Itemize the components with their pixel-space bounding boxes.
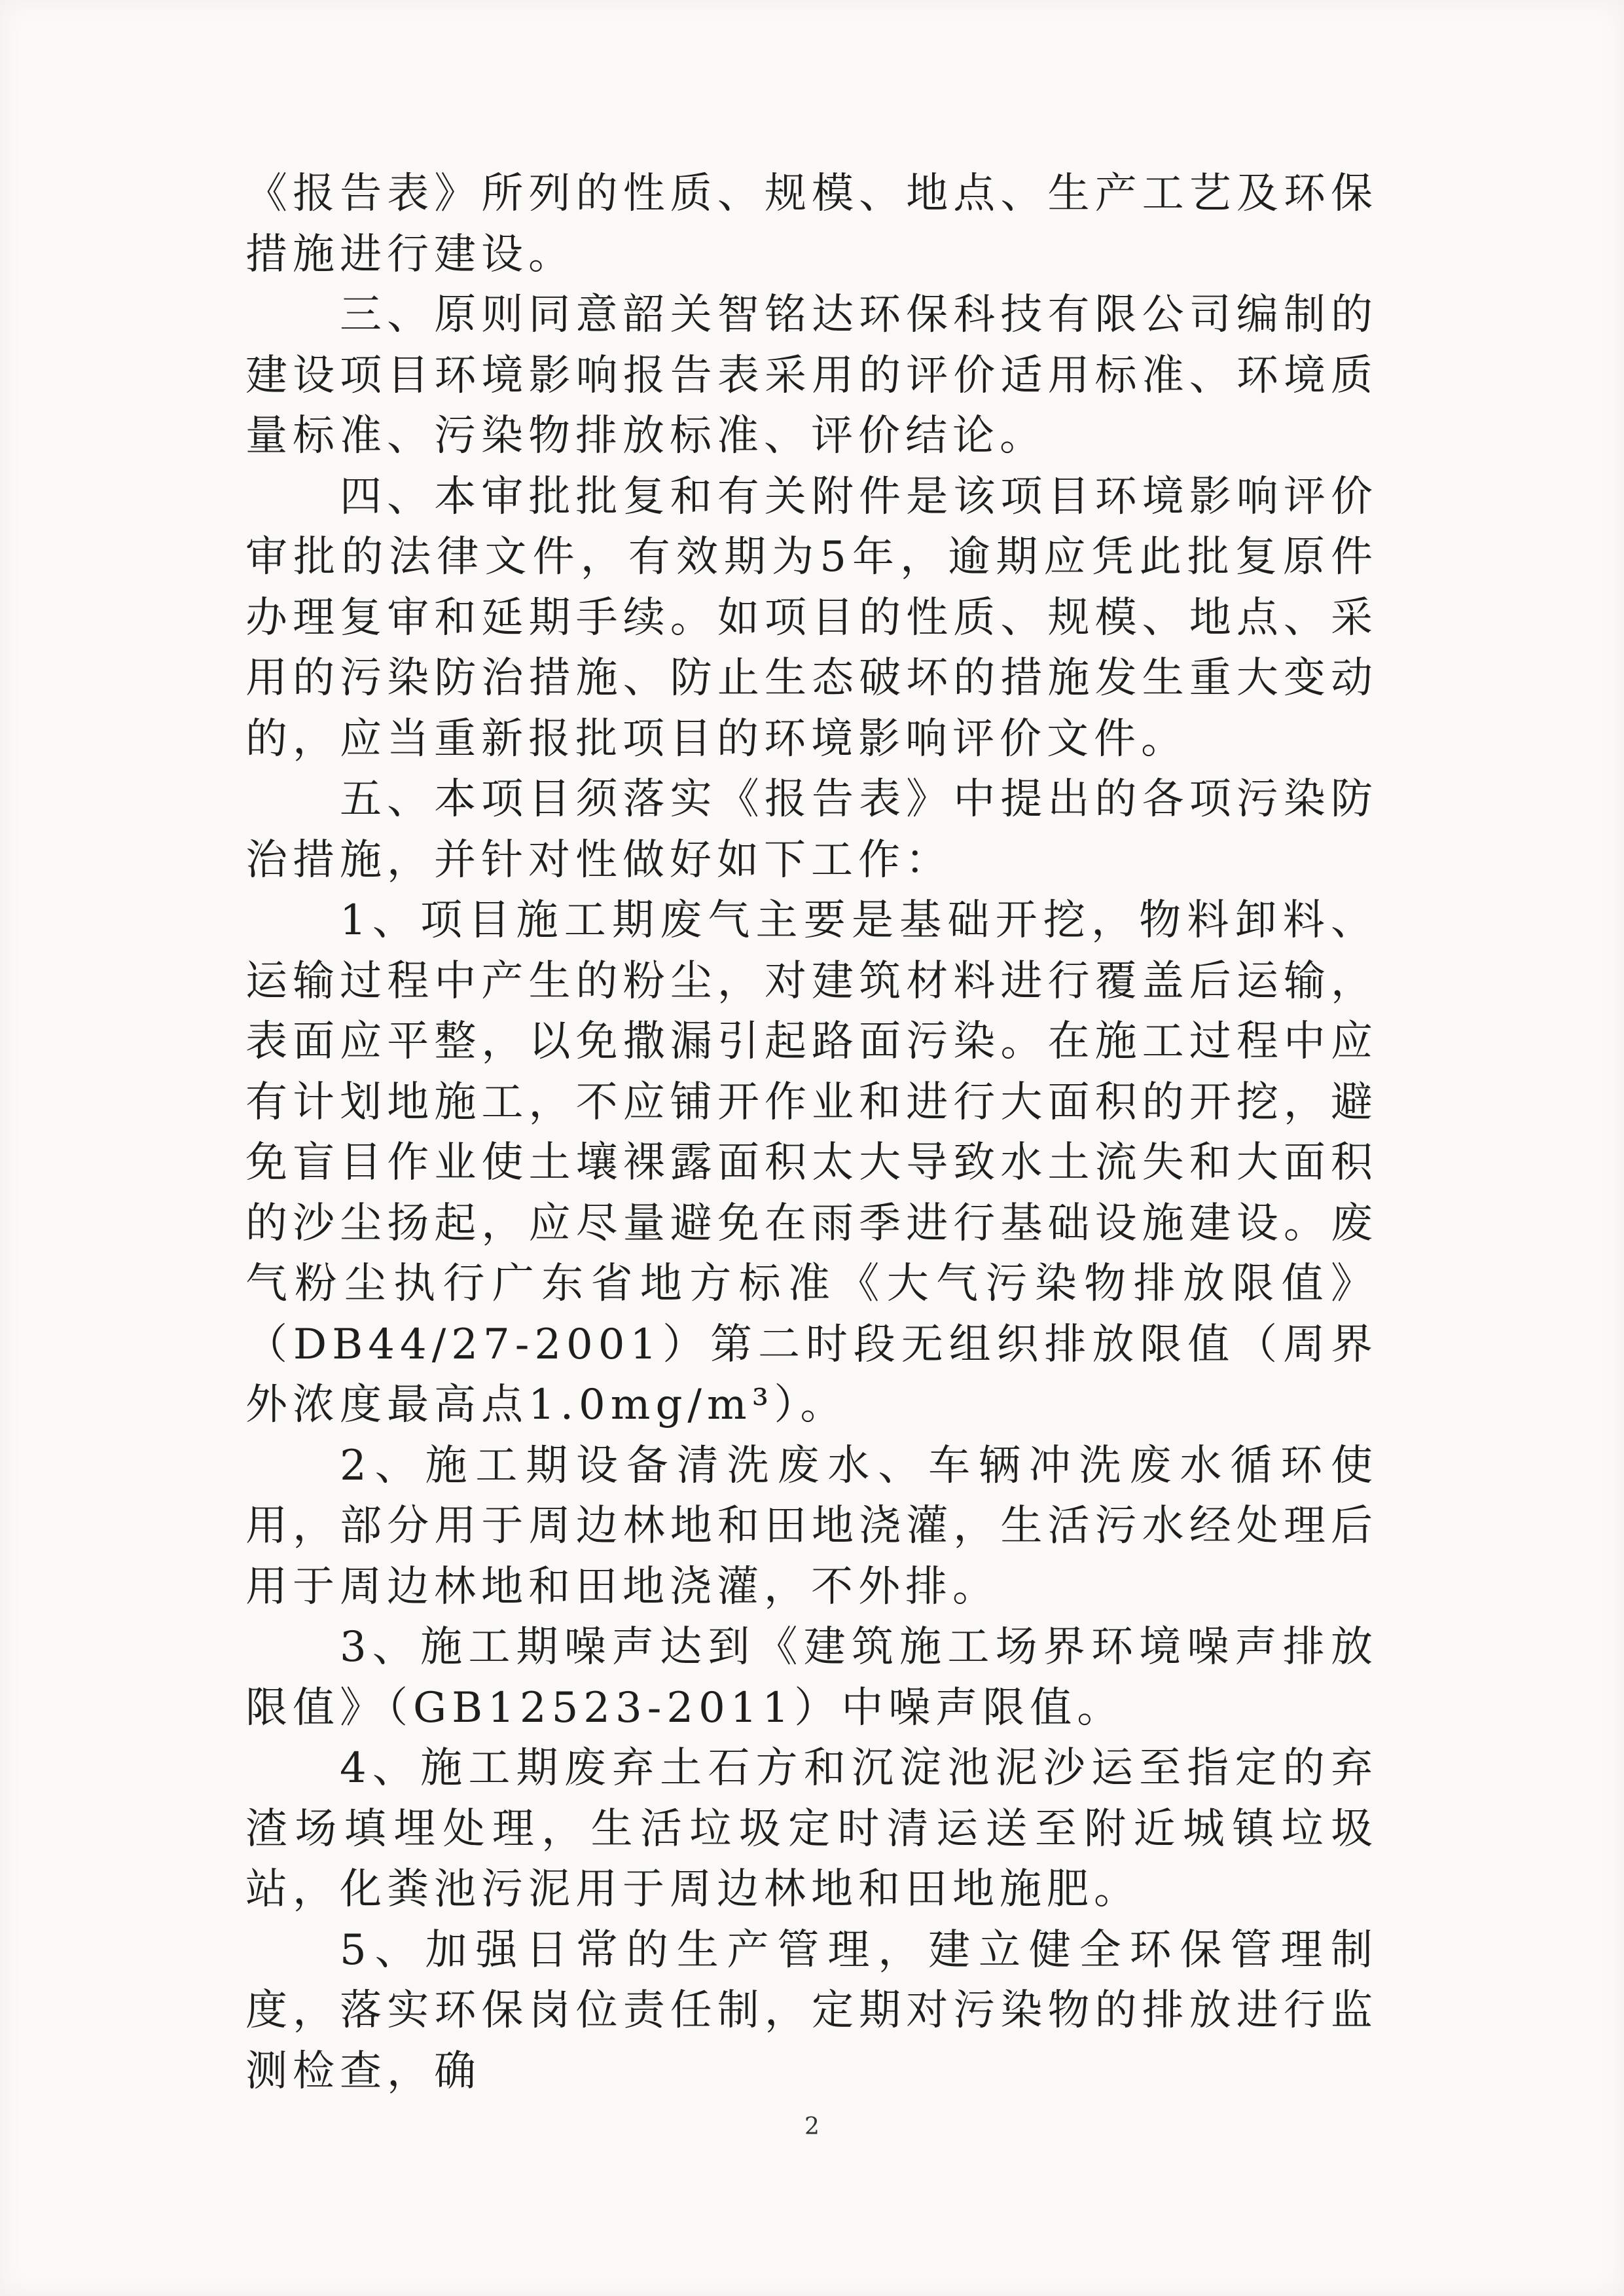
paragraph-item-4: 4、施工期废弃土石方和沉淀池泥沙运至指定的弃渣场填埋处理，生活垃圾定时清运送至附近城镇垃圾站，化粪池污泥用于周边林地和田地施肥。 — [245, 1744, 1378, 1914]
paragraph-item-1: 1、项目施工期废气主要是基础开挖，物料卸料、运输过程中产生的粉尘，对建筑材料进行覆盖后运输，表面应平整，以免撒漏引起路面污染。在施工过程中应有计划地施工，不应铺开作业和进行大面积的开挖，避免盲目作业使土壤裸露面积太大导致水土流失和大面积的沙尘扬起，应尽量避免在雨季进行基础设施建设。废气粉尘执行广东省地方标准《大气污染物排放限值》（DB44/27-2001）第二时段无组织排放限值（周界外浓度最高点1.0mg/m³）。 — [245, 896, 1378, 1429]
paragraph-section-4: 四、本审批批复和有关附件是该项目环境影响评价审批的法律文件，有效期为5年，逾期应凭此批复原件办理复审和延期手续。如项目的性质、规模、地点、采用的污染防治措施、防止生态破坏的措施发生重大变动的，应当重新报批项目的环境影响评价文件。 — [245, 472, 1378, 763]
paragraph-item-2: 2、施工期设备清洗废水、车辆冲洗废水循环使用，部分用于周边林地和田地浇灌，生活污水经处理后用于周边林地和田地浇灌，不外排。 — [245, 1441, 1378, 1611]
paragraph-section-3: 三、原则同意韶关智铭达环保科技有限公司编制的建设项目环境影响报告表采用的评价适用标准、环境质量标准、污染物排放标准、评价结论。 — [245, 291, 1378, 460]
paragraph-section-5: 五、本项目须落实《报告表》中提出的各项污染防治措施，并针对性做好如下工作： — [245, 775, 1378, 884]
paragraph-item-5: 5、加强日常的生产管理，建立健全环保管理制度，落实环保岗位责任制，定期对污染物的排放进行监测检查，确 — [245, 1925, 1378, 2096]
paragraph-continuation: 《报告表》所列的性质、规模、地点、生产工艺及环保措施进行建设。 — [245, 170, 1378, 279]
paragraph-item-3: 3、施工期噪声达到《建筑施工场界环境噪声排放限值》（GB12523-2011）中噪声限值。 — [245, 1623, 1378, 1732]
page-number: 2 — [804, 2113, 820, 2140]
document-body — [245, 164, 1378, 2102]
